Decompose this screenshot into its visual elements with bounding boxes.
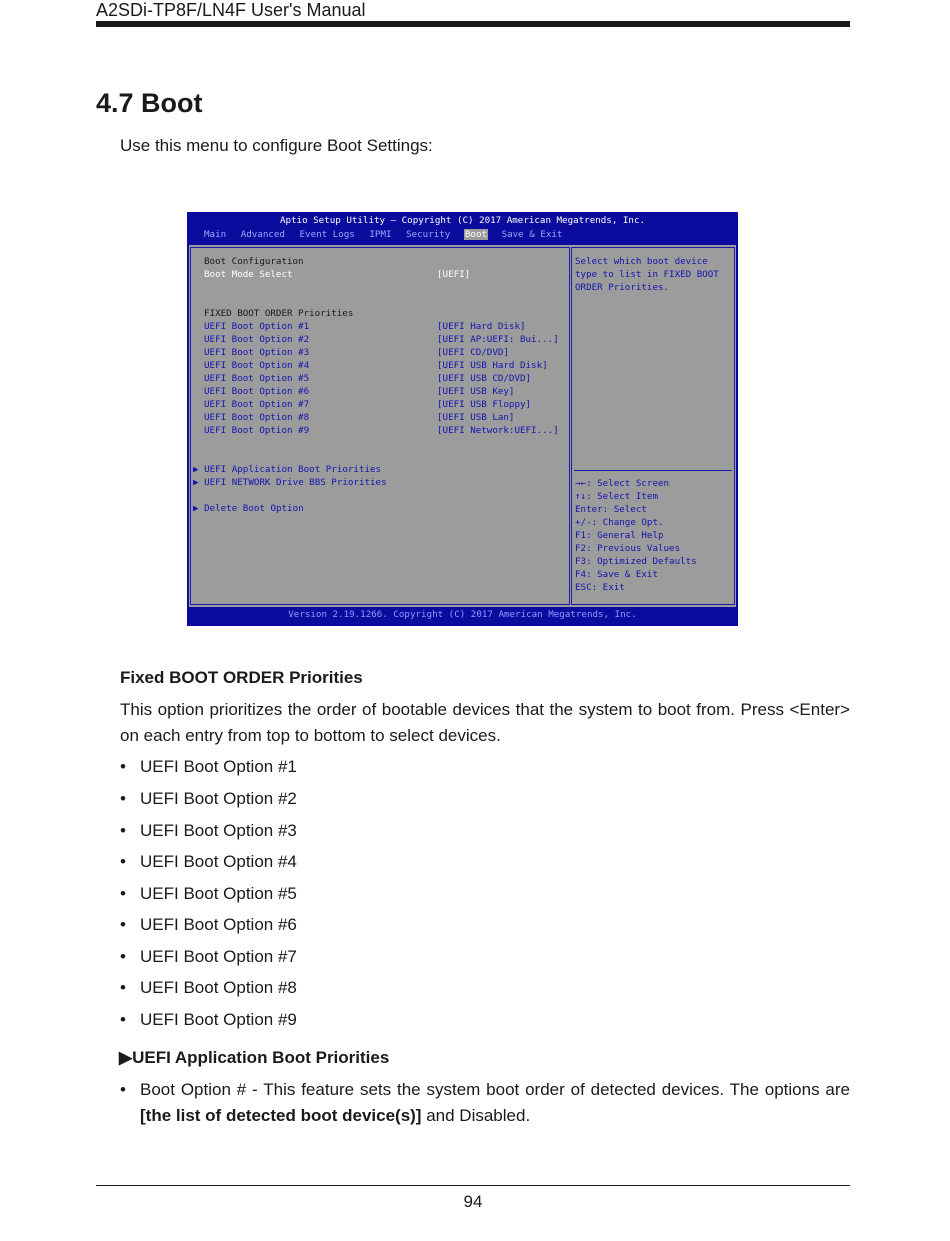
bios-tab-advanced[interactable]: Advanced <box>240 229 285 240</box>
bios-main-pane <box>190 247 570 605</box>
triangle-right-icon: ▶ <box>119 1048 133 1067</box>
list-item: • UEFI Boot Option #8 <box>120 978 297 997</box>
help-text-line: type to list in FIXED BOOT <box>575 269 719 280</box>
fixed-order-heading: FIXED BOOT ORDER Priorities <box>204 308 354 319</box>
footer-rule <box>96 1185 850 1186</box>
boot-option-label[interactable]: UEFI Boot Option #3 <box>204 347 310 358</box>
submenu-uefi-network[interactable]: ▶ UEFI NETWORK Drive BBS Priorities <box>193 477 387 488</box>
key-help-line: ESC: Exit <box>575 582 625 593</box>
help-separator <box>574 470 732 471</box>
boot-option-value[interactable]: [UEFI AP:UEFI: Bui...] <box>437 334 559 345</box>
boot-option-value[interactable]: [UEFI Network:UEFI...] <box>437 425 559 436</box>
bios-tab-main[interactable]: Main <box>204 229 227 240</box>
fixed-order-section-heading: Fixed BOOT ORDER Priorities <box>120 668 363 687</box>
submenu-uefi-application[interactable]: ▶ UEFI Application Boot Priorities <box>193 464 382 475</box>
section-title: 4.7 Boot <box>96 88 203 118</box>
uefi-application-description: • Boot Option # - This feature sets the system boot order of detected devices. The options are [the list of detected boot device(s)] and Disabled. <box>120 1080 850 1125</box>
bios-tab-ipmi[interactable]: IPMI <box>369 229 392 240</box>
key-help-line: +/-: Change Opt. <box>575 517 664 528</box>
boot-option-label[interactable]: UEFI Boot Option #8 <box>204 412 310 423</box>
boot-option-value[interactable]: [UEFI USB Key] <box>437 386 515 397</box>
list-item: • UEFI Boot Option #2 <box>120 789 297 808</box>
boot-option-label[interactable]: UEFI Boot Option #7 <box>204 399 310 410</box>
bios-title: Aptio Setup Utility – Copyright (C) 2017 American Megatrends, Inc. <box>279 215 646 226</box>
boot-option-value[interactable]: [UEFI USB Hard Disk] <box>437 360 548 371</box>
uefi-application-heading: ▶UEFI Application Boot Priorities <box>119 1048 390 1067</box>
key-help-line: ↑↓: Select Item <box>575 491 658 502</box>
boot-option-label[interactable]: UEFI Boot Option #2 <box>204 334 310 345</box>
header-rule <box>96 21 850 27</box>
boot-option-value[interactable]: [UEFI USB Lan] <box>437 412 515 423</box>
key-help-line: F4: Save & Exit <box>575 569 658 580</box>
list-item: • UEFI Boot Option #3 <box>120 821 297 840</box>
list-item: • UEFI Boot Option #1 <box>120 757 297 776</box>
section-intro: Use this menu to configure Boot Settings: <box>120 136 433 155</box>
boot-option-label[interactable]: UEFI Boot Option #6 <box>204 386 310 397</box>
list-item: • UEFI Boot Option #6 <box>120 915 297 934</box>
key-help-line: →←: Select Screen <box>575 478 670 489</box>
boot-option-label[interactable]: UEFI Boot Option #9 <box>204 425 310 436</box>
bios-help-pane <box>571 247 735 605</box>
bios-tab-boot[interactable]: Boot <box>464 229 488 240</box>
key-help-line: F2: Previous Values <box>575 543 681 554</box>
boot-option-value[interactable]: [UEFI USB CD/DVD] <box>437 373 532 384</box>
bios-footer: Version 2.19.1266. Copyright (C) 2017 American Megatrends, Inc. <box>288 609 637 620</box>
bios-tab-bar <box>203 229 570 240</box>
bios-tab-event-logs[interactable]: Event Logs <box>299 229 355 240</box>
key-help-line: F1: General Help <box>575 530 664 541</box>
help-text-line: ORDER Priorities. <box>575 282 670 293</box>
bios-panel <box>189 245 736 607</box>
boot-option-label[interactable]: UEFI Boot Option #4 <box>204 360 310 371</box>
boot-configuration-heading: Boot Configuration <box>204 256 304 267</box>
boot-option-label[interactable]: UEFI Boot Option #1 <box>204 321 310 332</box>
list-item: • UEFI Boot Option #5 <box>120 884 297 903</box>
bios-tab-save-exit[interactable]: Save & Exit <box>501 229 563 240</box>
bios-screenshot <box>187 212 738 626</box>
boot-mode-label[interactable]: Boot Mode Select <box>204 269 293 280</box>
key-help-line: F3: Optimized Defaults <box>575 556 697 567</box>
list-item: • UEFI Boot Option #7 <box>120 947 297 966</box>
boot-option-label[interactable]: UEFI Boot Option #5 <box>204 373 310 384</box>
boot-mode-value[interactable]: [UEFI] <box>437 269 471 280</box>
boot-option-value[interactable]: [UEFI CD/DVD] <box>437 347 509 358</box>
submenu-delete-boot-option[interactable]: ▶ Delete Boot Option <box>193 503 304 514</box>
list-item: • UEFI Boot Option #9 <box>120 1010 297 1029</box>
list-item: • UEFI Boot Option #4 <box>120 852 297 871</box>
key-help-line: Enter: Select <box>575 504 647 515</box>
boot-option-value[interactable]: [UEFI USB Floppy] <box>437 399 532 410</box>
fixed-order-description: This option prioritizes the order of bootable devices that the system to boot from. Press <Enter> on each entry from top to bottom to select devices. <box>120 700 850 745</box>
boot-option-value[interactable]: [UEFI Hard Disk] <box>437 321 526 332</box>
manual-title: A2SDi-TP8F/LN4F User's Manual <box>96 0 366 20</box>
help-text-line: Select which boot device <box>575 256 708 267</box>
page-number: 94 <box>463 1192 483 1211</box>
bios-tab-security[interactable]: Security <box>406 229 451 240</box>
